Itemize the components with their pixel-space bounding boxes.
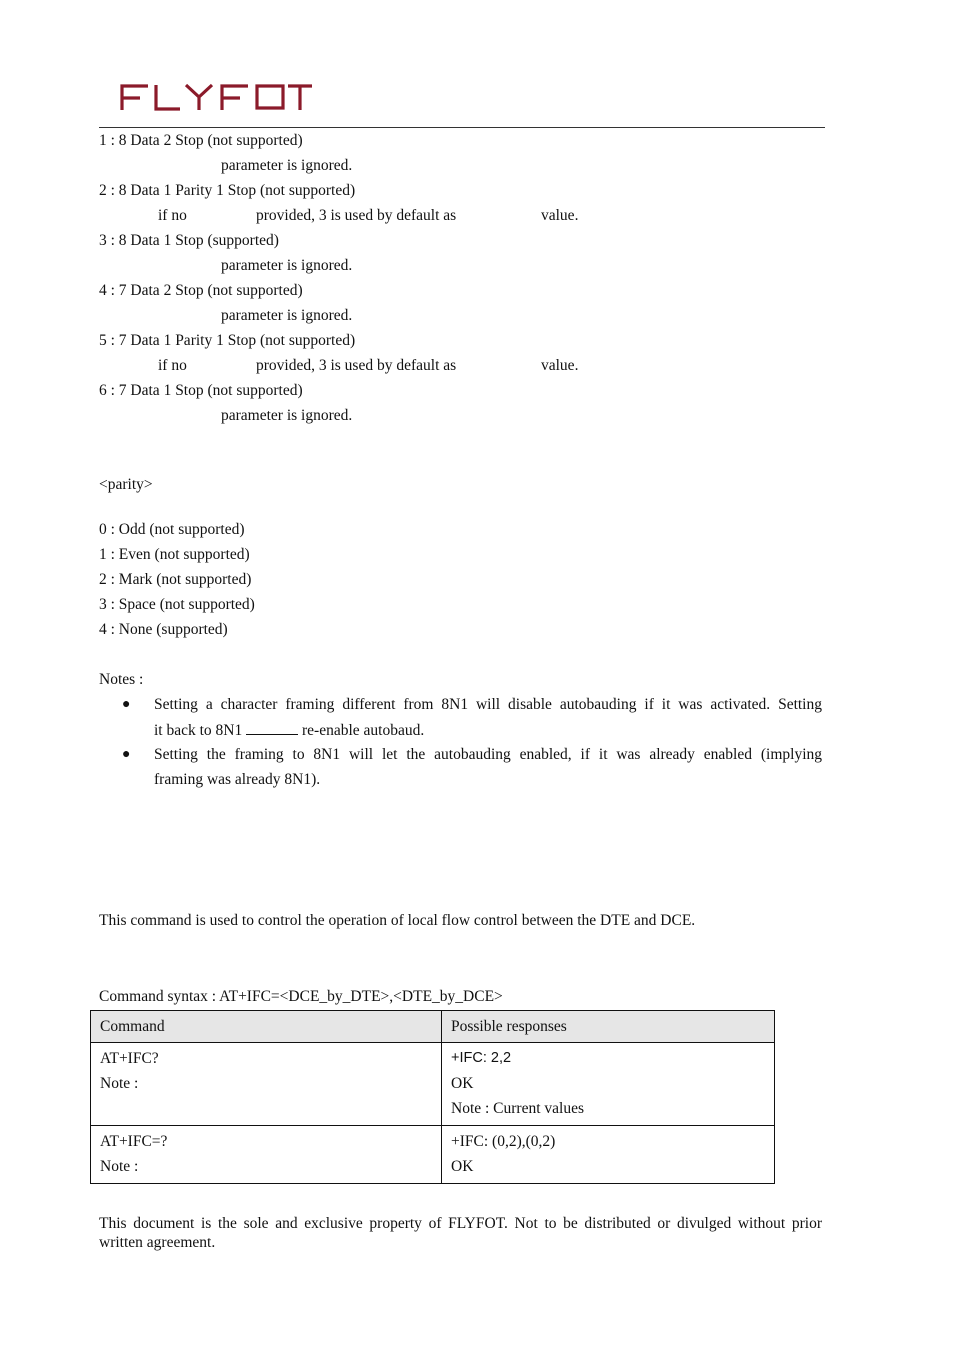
stop-option-5-note-a: if no (158, 357, 187, 374)
command-note: Note : (100, 1075, 139, 1092)
command-text: AT+IFC=? (100, 1133, 168, 1150)
parity-option-4: 4 : None (supported) (99, 621, 228, 638)
parity-option-1: 1 : Even (not supported) (99, 546, 250, 563)
response-text: +IFC: (0,2),(0,2) (451, 1133, 556, 1150)
response-cell (442, 1126, 775, 1184)
header-responses: Possible responses (442, 1011, 775, 1043)
stop-option-3-note: parameter is ignored. (221, 257, 353, 274)
command-cell (91, 1043, 442, 1126)
stop-option-4: 4 : 7 Data 2 Stop (not supported) (99, 282, 303, 299)
parity-title: <parity> (99, 476, 153, 493)
header-divider (99, 127, 825, 128)
stop-option-1: 1 : 8 Data 2 Stop (not supported) (99, 132, 303, 149)
note-1-line-2-pre: it back to 8N1 (154, 722, 243, 739)
response-ok: OK (451, 1158, 474, 1175)
stop-option-5-note-c: value. (541, 357, 579, 374)
stop-option-3: 3 : 8 Data 1 Stop (supported) (99, 232, 279, 249)
note-1-line-2-post: re-enable autobaud. (302, 722, 425, 739)
parity-option-3: 3 : Space (not supported) (99, 596, 255, 613)
note-1-line-2 (154, 720, 424, 741)
command-table (90, 1010, 775, 1184)
header-command: Command (91, 1011, 442, 1043)
note-2-line-1: Setting the framing to 8N1 will let the autobauding enabled, if it was already enabled (implying (154, 746, 822, 763)
command-cell (91, 1126, 442, 1184)
response-cell (442, 1043, 775, 1126)
response-ok: OK (451, 1075, 474, 1092)
stop-option-6: 6 : 7 Data 1 Stop (not supported) (99, 382, 303, 399)
stop-option-6-note: parameter is ignored. (221, 407, 353, 424)
bullet-dot-icon: ● (122, 747, 131, 762)
response-note: Note : Current values (451, 1100, 585, 1117)
note-2-line-2: framing was already 8N1). (154, 771, 321, 788)
flyfot-logo (118, 80, 314, 114)
flyfot-logo-wordmark (118, 80, 314, 114)
parity-option-2: 2 : Mark (not supported) (99, 571, 252, 588)
stop-option-5: 5 : 7 Data 1 Parity 1 Stop (not supported) (99, 332, 356, 349)
stop-option-2-note-c: value. (541, 207, 579, 224)
footer-disclaimer: This document is the sole and exclusive property of FLYFOT. Not to be distributed or divulged without prior written agreement. (99, 1215, 822, 1251)
command-text: AT+IFC? (100, 1050, 159, 1067)
stop-option-5-note-b: provided, 3 is used by default as (256, 357, 457, 374)
response-text: +IFC: 2,2 (451, 1050, 512, 1066)
stop-option-1-note: parameter is ignored. (221, 157, 353, 174)
blank-underline (246, 720, 298, 735)
table-row (91, 1126, 775, 1184)
table-row (91, 1043, 775, 1126)
command-note: Note : (100, 1158, 139, 1175)
parity-option-0: 0 : Odd (not supported) (99, 521, 245, 538)
command-description: This command is used to control the operation of local flow control between the DTE and DCE. (99, 912, 696, 929)
notes-title: Notes : (99, 671, 144, 688)
command-syntax: Command syntax : AT+IFC=<DCE_by_DTE>,<DTE_by_DCE> (99, 988, 503, 1005)
note-1-line-1: Setting a character framing different from 8N1 will disable autobauding if it was activated. Setting (154, 696, 822, 713)
table-header-row (91, 1011, 775, 1043)
stop-option-4-note: parameter is ignored. (221, 307, 353, 324)
stop-option-2-note-b: provided, 3 is used by default as (256, 207, 457, 224)
bullet-dot-icon: ● (122, 697, 131, 712)
stop-option-2-note-a: if no (158, 207, 187, 224)
stop-option-2: 2 : 8 Data 1 Parity 1 Stop (not supported) (99, 182, 356, 199)
